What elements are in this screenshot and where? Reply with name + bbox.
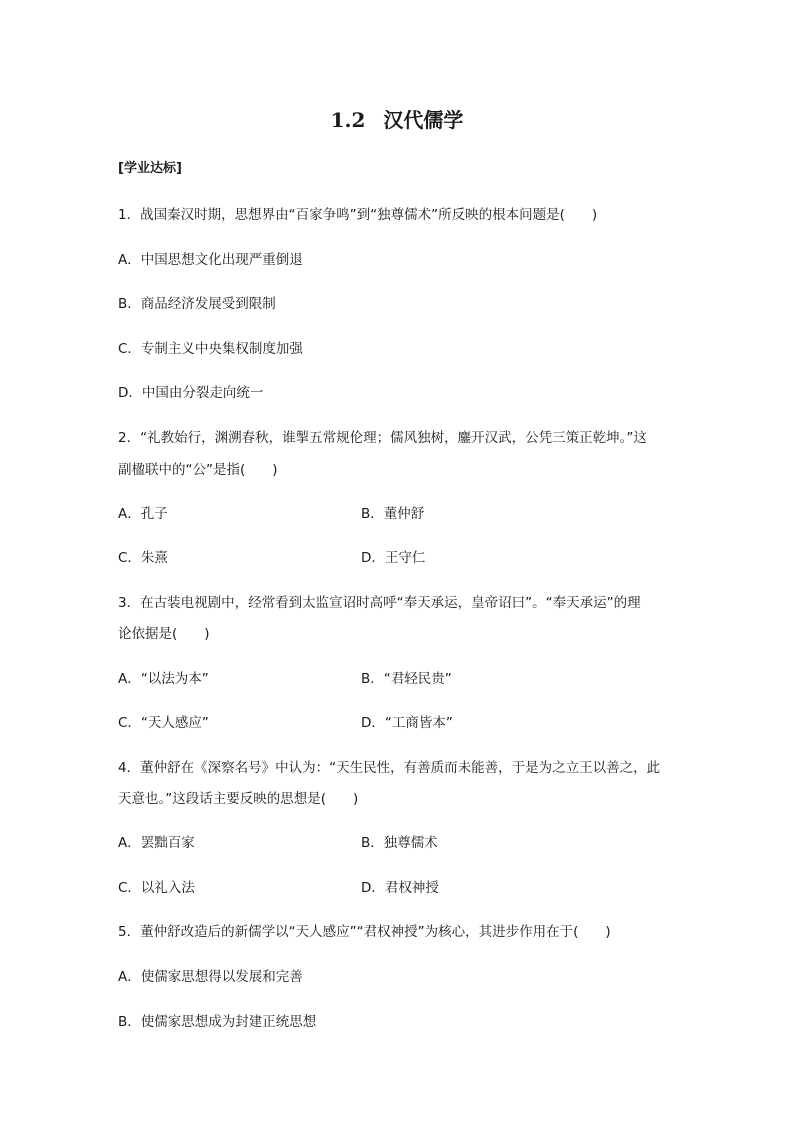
question-3-option-a: A．“以法为本” [118,671,209,687]
question-4-stem-line2: 天意也。”这段话主要反映的思想是( ) [118,791,359,807]
question-4-stem-line1: 4．董仲舒在《深察名号》中认为：“天生民性，有善质而未能善，于是为之立王以善之，此 [118,760,661,776]
question-5-option-b: B．使儒家思想成为封建正统思想 [118,1014,317,1030]
question-4-option-a: A．罢黜百家 [118,835,195,851]
question-3-option-b: B．“君轻民贵” [361,671,452,687]
question-2-option-c: C．朱熹 [118,550,168,566]
question-2-option-b: B．董仲舒 [361,506,425,522]
question-3-option-d: D．“工商皆本” [361,715,453,731]
question-1-option-b: B．商品经济发展受到限制 [118,296,276,312]
question-4-option-d: D．君权神授 [361,880,439,896]
title-text: 汉代儒学 [383,108,464,132]
question-1-option-d: D．中国由分裂走向统一 [118,385,264,401]
question-5-stem: 5．董仲舒改造后的新儒学以“天人感应”“君权神授”为核心，其进步作用在于( ) [118,924,611,940]
question-2-option-d: D．王守仁 [361,550,426,566]
question-1-stem: 1．战国秦汉时期，思想界由“百家争鸣”到“独尊儒术”所反映的根本问题是( ) [118,207,598,223]
question-4-option-b: B．独尊儒术 [361,835,438,851]
title-number: 1.2 [330,108,366,132]
question-4-option-c: C．以礼入法 [118,880,195,896]
question-3-stem-line2: 论依据是( ) [118,626,210,642]
section-heading: [学业达标] [118,161,182,176]
question-1-option-c: C．专制主义中央集权制度加强 [118,341,303,357]
question-3-option-c: C．“天人感应” [118,715,209,731]
question-2-stem-line2: 副楹联中的“公”是指( ) [118,462,278,478]
question-5-option-a: A．使儒家思想得以发展和完善 [118,969,303,985]
question-2-option-a: A．孔子 [118,506,168,522]
question-1-option-a: A．中国思想文化出现严重倒退 [118,252,303,268]
question-2-stem-line1: 2．“礼教始行，渊溯春秋，谁掣五常规伦理；儒风独树，鏖开汉武，公凭三策正乾坤。”这 [118,430,647,446]
question-3-stem-line1: 3．在古装电视剧中，经常看到太监宣诏时高呼“奉天承运，皇帝诏曰”。“奉天承运”的理 [118,595,641,611]
page-title [0,104,794,133]
